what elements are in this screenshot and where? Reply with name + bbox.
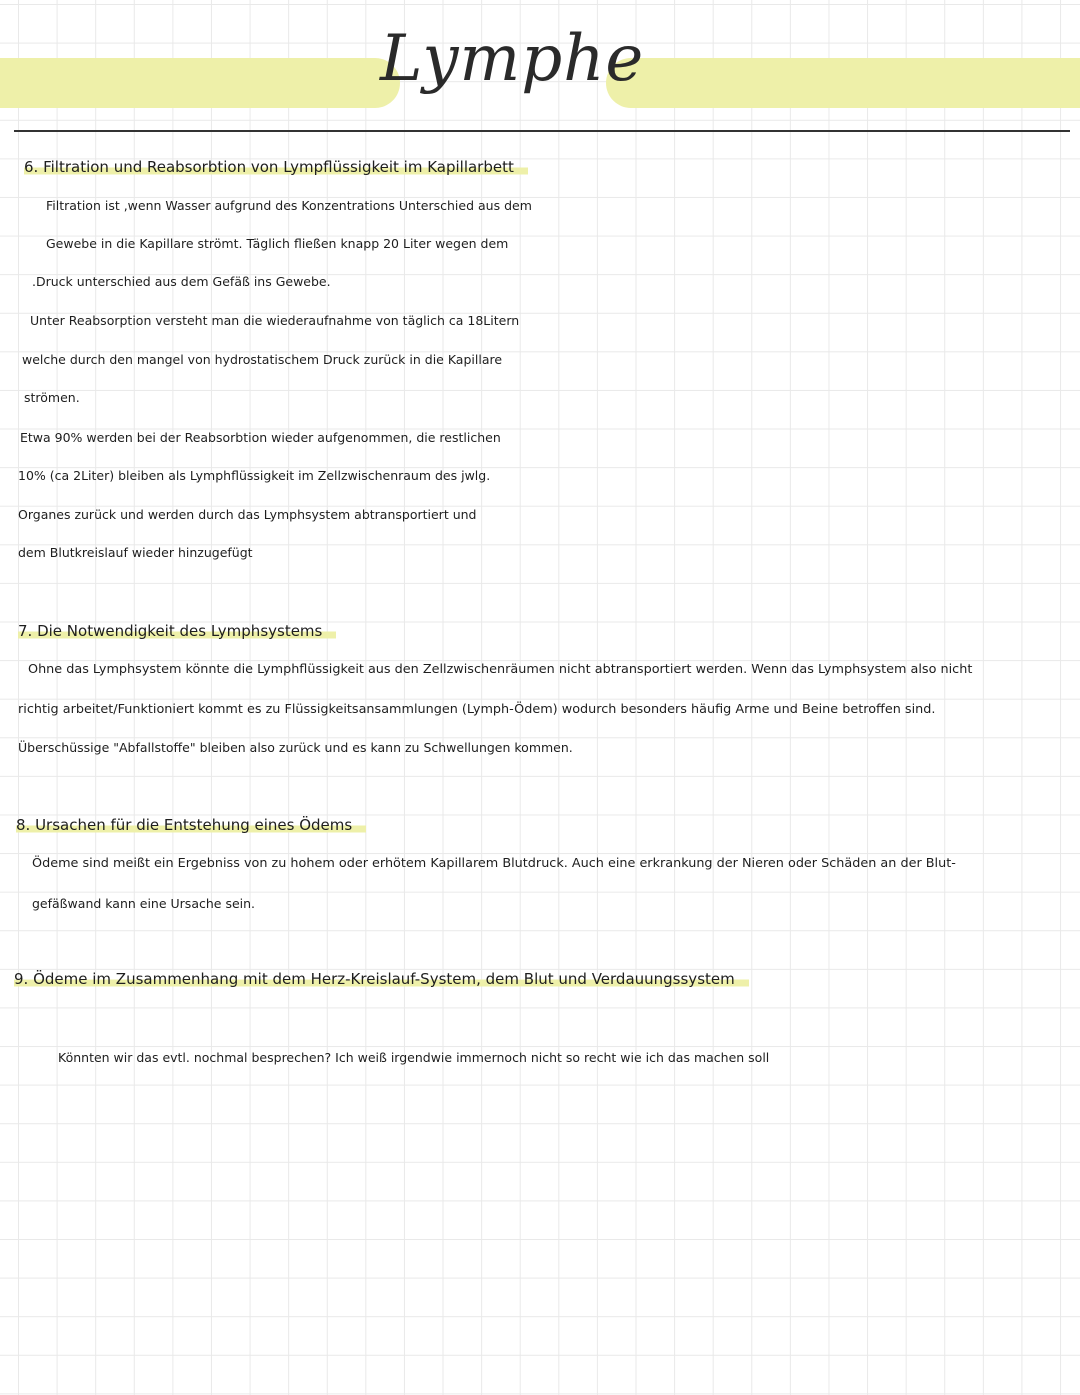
section-8-line-1: Ödeme sind meißt ein Ergebniss von zu hohem oder erhötem Kapillarem Blutdruck. Auch eine erkrankung der Nieren oder Schäden an der Blut-: [32, 856, 956, 871]
section-6-line-7: Etwa 90% werden bei der Reabsorbtion wieder aufgenommen, die restlichen: [20, 430, 501, 445]
section-8-line-2: gefäßwand kann eine Ursache sein.: [32, 896, 256, 911]
section-6-line-3: .Druck unterschied aus dem Gefäß ins Gewebe.: [32, 274, 331, 289]
section-6-line-10: dem Blutkreislauf wieder hinzugefügt: [18, 545, 253, 560]
section-6-line-6: strömen.: [24, 390, 80, 405]
title-highlight-left: [0, 58, 400, 108]
section-7-line-1: Ohne das Lymphsystem könnte die Lymphflüssigkeit aus den Zellzwischenräumen nicht abtransportiert werden. Wenn das Lymphsystem also nicht: [28, 662, 973, 677]
section-6-heading: 6. Filtration und Reabsorbtion von Lympflüssigkeit im Kapillarbett: [24, 158, 528, 176]
title-highlight-right: [606, 58, 1080, 108]
section-6-line-5: welche durch den mangel von hydrostatischem Druck zurück in die Kapillare: [22, 352, 503, 367]
section-9-line-1: Könnten wir das evtl. nochmal besprechen? Ich weiß irgendwie immernoch nicht so recht wie ich das machen soll: [58, 1050, 770, 1065]
section-6-line-8: 10% (ca 2Liter) bleiben als Lymphflüssigkeit im Zellzwischenraum des jwlg.: [18, 468, 491, 483]
section-8-heading: 8. Ursachen für die Entstehung eines Ödems: [16, 816, 366, 834]
section-7-line-2: richtig arbeitet/Funktioniert kommt es zu Flüssigkeitsansammlungen (Lymph-Ödem) wodurch besonders häufig Arme und Beine betroffen sind.: [18, 702, 936, 717]
section-7-heading: 7. Die Notwendigkeit des Lymphsystems: [18, 622, 336, 640]
page-title: Lymphe: [380, 22, 645, 96]
title-divider: [14, 130, 1070, 132]
section-6-line-4: Unter Reabsorption versteht man die wiederaufnahme von täglich ca 18Litern: [30, 313, 520, 328]
section-6-line-1: Filtration ist ,wenn Wasser aufgrund des Konzentrations Unterschied aus dem: [46, 198, 532, 213]
section-6-line-9: Organes zurück und werden durch das Lymphsystem abtransportiert und: [18, 507, 477, 522]
section-9-heading: 9. Ödeme im Zusammenhang mit dem Herz-Kreislauf-System, dem Blut und Verdauungssystem: [14, 970, 749, 988]
section-6-line-2: Gewebe in die Kapillare strömt. Täglich fließen knapp 20 Liter wegen dem: [46, 236, 509, 251]
section-7-line-3: Überschüssige "Abfallstoffe" bleiben also zurück und es kann zu Schwellungen kommen.: [18, 740, 573, 755]
